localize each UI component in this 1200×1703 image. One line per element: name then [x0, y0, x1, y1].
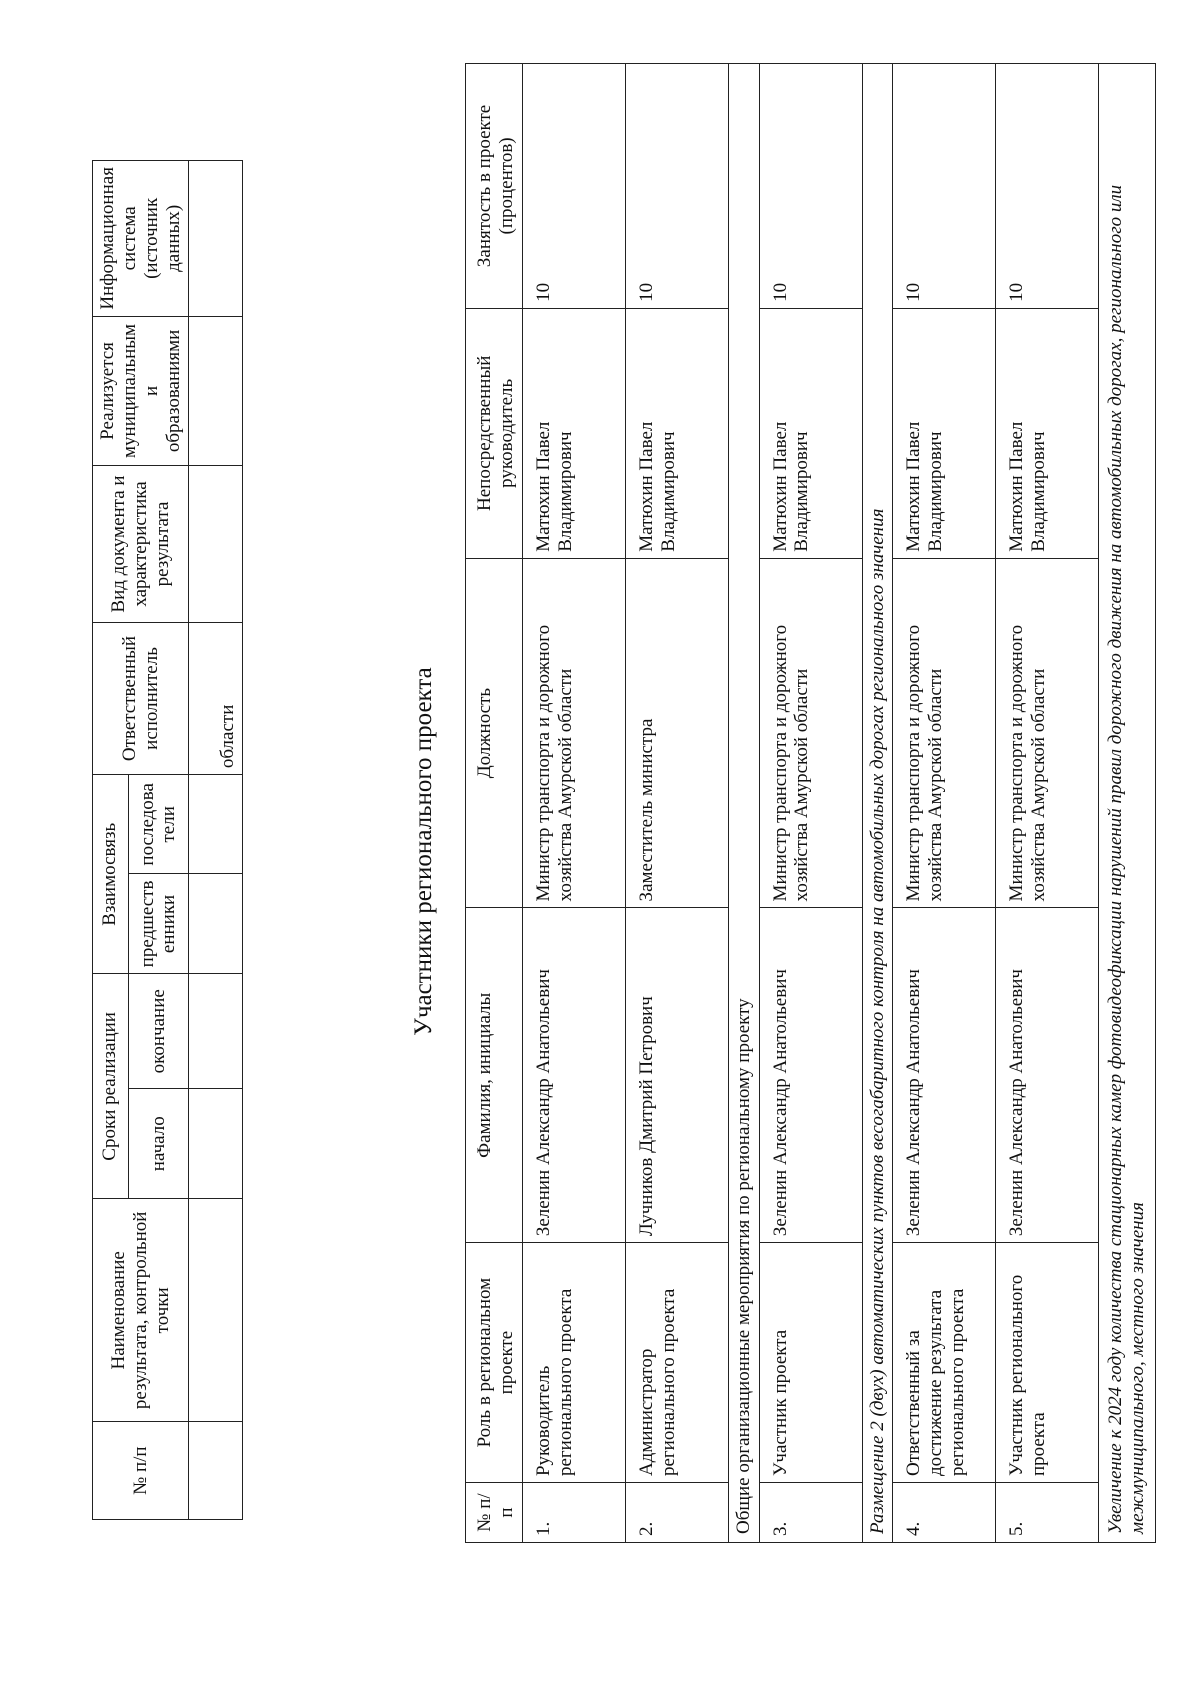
- page-title: Участники регионального проекта: [410, 667, 437, 1036]
- section-row: [728, 64, 759, 1543]
- section-row: [1099, 64, 1156, 1543]
- header-predecessors: предшеств енники: [128, 874, 189, 974]
- header-employment: Занятость в проекте (процентов): [466, 64, 523, 309]
- header-municipal: Реализуется муниципальным и образованиями: [93, 316, 189, 466]
- row-position: Министр транспорта и дорожного хозяйства Амурской области: [522, 558, 625, 908]
- row-role: Ответственный за достижение результата регионального проекта: [893, 1243, 996, 1483]
- row-name: Зеленин Александр Анатольевич: [759, 908, 862, 1243]
- row-num: 2.: [625, 1483, 728, 1543]
- row-supervisor: Матюхин Павел Владимирович: [759, 308, 862, 558]
- section-title: Увеличение к 2024 году количества стационарных камер фотовидеофиксации нарушений правил дорожного движения на автомобильных дорогах, регионального или межмуниципального, местного значения: [1099, 64, 1156, 1543]
- header-successors: последова тели: [128, 775, 189, 874]
- header-terms: Сроки реализации: [93, 974, 129, 1199]
- section-title: Размещение 2 (двух) автоматических пунктов весогабаритного контроля на автомобильных дорогах регионального значения: [862, 64, 893, 1543]
- header-position: Должность: [466, 558, 523, 908]
- row-supervisor: Матюхин Павел Владимирович: [625, 308, 728, 558]
- table-row: [996, 64, 1099, 1543]
- header-doc-type: Вид документа и характеристика результата: [93, 466, 189, 623]
- row-name: Зеленин Александр Анатольевич: [893, 908, 996, 1243]
- header-result-name: Наименование результата, контрольной точки: [93, 1199, 189, 1422]
- table-row: [189, 161, 243, 1520]
- table-row: [893, 64, 996, 1543]
- row-position: Министр транспорта и дорожного хозяйства Амурской области: [893, 558, 996, 908]
- table-row: [759, 64, 862, 1543]
- header-role: Роль в региональном проекте: [466, 1243, 523, 1483]
- row-employment: 10: [522, 64, 625, 309]
- header-end: окончание: [128, 974, 189, 1089]
- row-employment: 10: [759, 64, 862, 309]
- header-name: Фамилия, инициалы: [466, 908, 523, 1243]
- row-num: 4.: [893, 1483, 996, 1543]
- row-supervisor: Матюхин Павел Владимирович: [522, 308, 625, 558]
- section-title: Общие организационные мероприятия по региональному проекту: [728, 64, 759, 1543]
- row-num: 1.: [522, 1483, 625, 1543]
- row-employment: 10: [893, 64, 996, 309]
- implementation-table: [92, 160, 243, 1520]
- row-role: Администратор регионального проекта: [625, 1243, 728, 1483]
- header-num: № п/п: [93, 1422, 189, 1520]
- row-position: Министр транспорта и дорожного хозяйства Амурской области: [996, 558, 1099, 908]
- table-row: [522, 64, 625, 1543]
- row-employment: 10: [625, 64, 728, 309]
- row-employment: 10: [996, 64, 1099, 309]
- row-role: Участник проекта: [759, 1243, 862, 1483]
- row-role: Участник регионального проекта: [996, 1243, 1099, 1483]
- table-row: [625, 64, 728, 1543]
- row-position: Заместитель министра: [625, 558, 728, 908]
- participants-table: [465, 63, 1156, 1543]
- row-fragment: области: [189, 622, 243, 774]
- header-start: начало: [128, 1089, 189, 1199]
- row-supervisor: Матюхин Павел Владимирович: [996, 308, 1099, 558]
- header-info-system: Информационная система (источник данных): [93, 161, 189, 317]
- section-row: [862, 64, 893, 1543]
- row-name: Зеленин Александр Анатольевич: [522, 908, 625, 1243]
- header-relation: Взаимосвязь: [93, 775, 129, 974]
- row-name: Зеленин Александр Анатольевич: [996, 908, 1099, 1243]
- row-num: 3.: [759, 1483, 862, 1543]
- header-num: № п/п: [466, 1483, 523, 1543]
- header-supervisor: Непосредственный руководитель: [466, 308, 523, 558]
- row-role: Руководитель регионального проекта: [522, 1243, 625, 1483]
- row-name: Лучников Дмитрий Петрович: [625, 908, 728, 1243]
- row-num: 5.: [996, 1483, 1099, 1543]
- row-supervisor: Матюхин Павел Владимирович: [893, 308, 996, 558]
- header-responsible: Ответственный исполнитель: [93, 622, 189, 774]
- row-position: Министр транспорта и дорожного хозяйства Амурской области: [759, 558, 862, 908]
